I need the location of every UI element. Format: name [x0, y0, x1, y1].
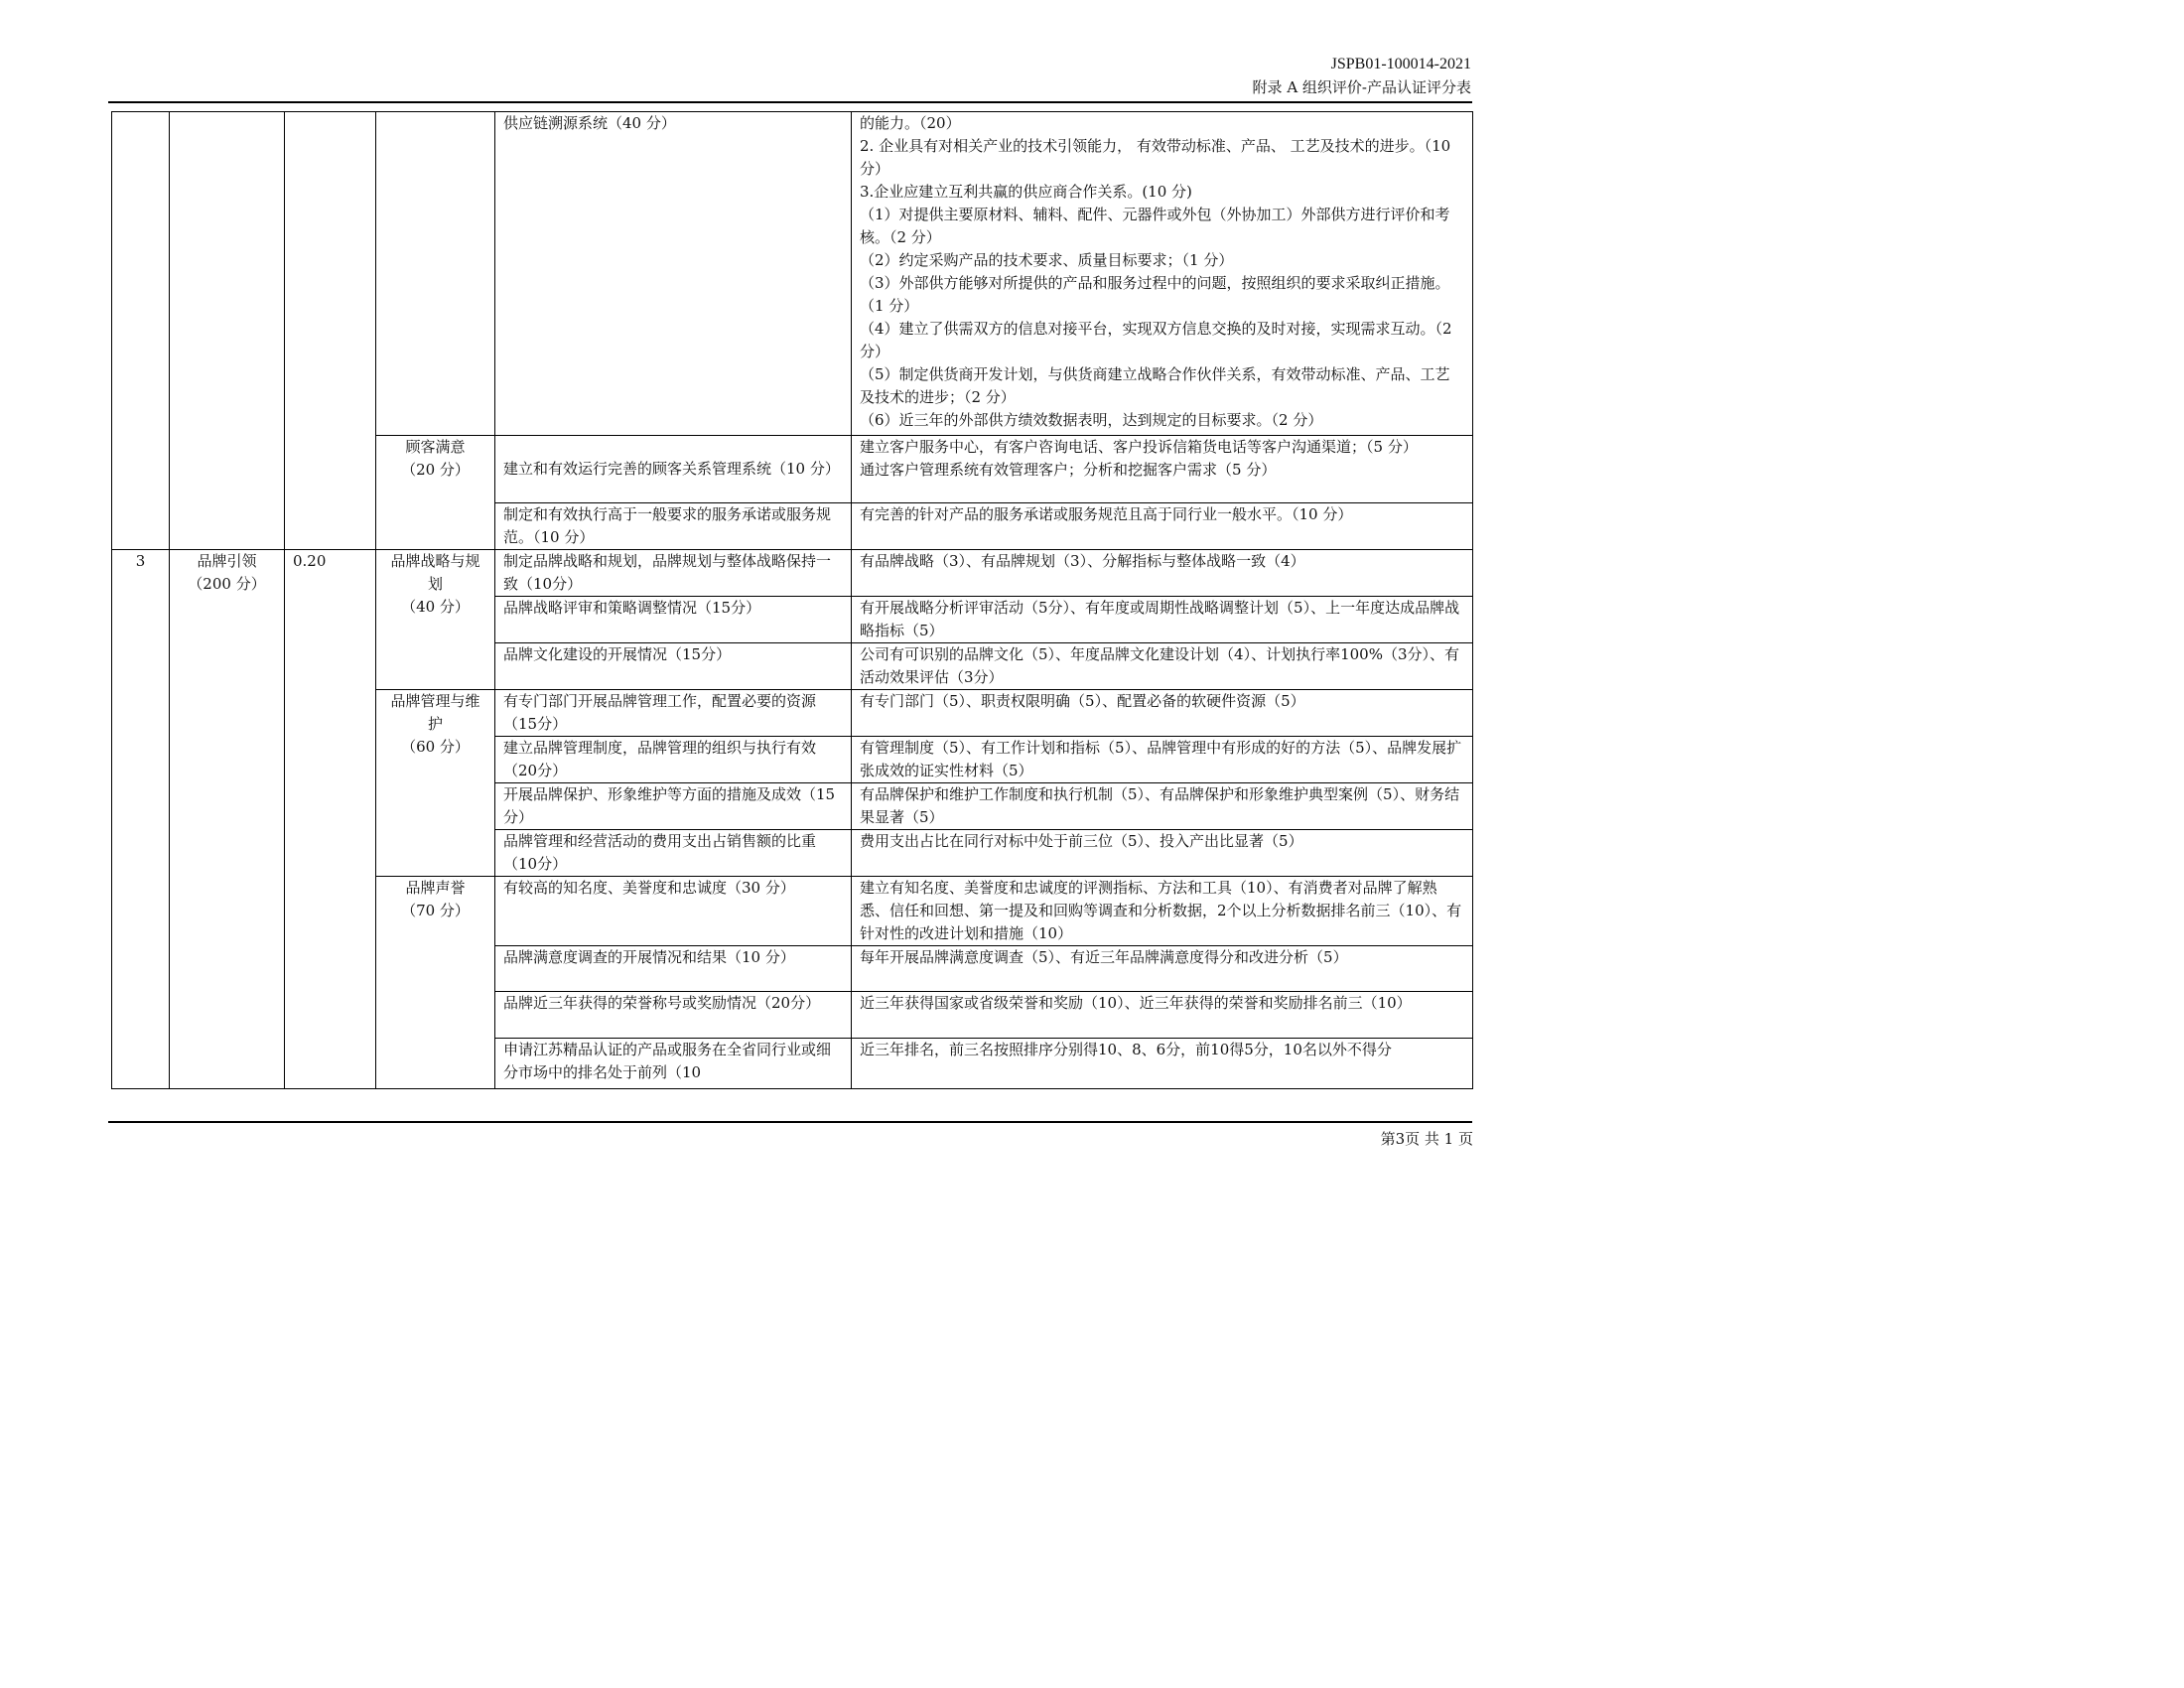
- subcategory-cell: 品牌管理与维护 （60 分）: [376, 690, 495, 877]
- table-row: [112, 112, 1473, 436]
- subcategory-cell-empty: [376, 112, 495, 436]
- item-cell: 品牌文化建设的开展情况（15分）: [495, 643, 852, 690]
- criteria-cell: 近三年排名，前三名按照排序分别得10、8、6分，前10得5分，10名以外不得分: [852, 1039, 1473, 1089]
- seq-cell: 3: [112, 550, 170, 1089]
- criteria-cell: 有品牌保护和维护工作制度和执行机制（5）、有品牌保护和形象维护典型案例（5）、财务结果显著（5）: [852, 783, 1473, 830]
- criteria-cell: 有管理制度（5）、有工作计划和指标（5）、品牌管理中有形成的好的方法（5）、品牌发展扩张成效的证实性材料（5）: [852, 737, 1473, 783]
- criteria-cell: 建立有知名度、美誉度和忠诚度的评测指标、方法和工具（10）、有消费者对品牌了解熟悉、信任和回想、第一提及和回购等调查和分析数据，2个以上分析数据排名前三（10）、有针对性的改进计划和措施（10）: [852, 877, 1473, 946]
- criteria-cell: 有开展战略分析评审活动（5分）、有年度或周期性战略调整计划（5）、上一年度达成品牌战略指标（5）: [852, 597, 1473, 643]
- weight-cell-empty: [285, 112, 376, 550]
- item-cell: 建立品牌管理制度，品牌管理的组织与执行有效（20分）: [495, 737, 852, 783]
- item-cell: 供应链溯源系统（40 分）: [495, 112, 852, 436]
- weight-cell: 0.20: [285, 550, 376, 1089]
- item-cell: 有较高的知名度、美誉度和忠诚度（30 分）: [495, 877, 852, 946]
- page-number: 第3页 共 1 页: [1380, 1130, 1473, 1148]
- criteria-cell: 公司有可识别的品牌文化（5）、年度品牌文化建设计划（4）、计划执行率100%（3分）、有活动效果评估（3分）: [852, 643, 1473, 690]
- category-cell-empty: [170, 112, 285, 550]
- item-cell: 品牌战略评审和策略调整情况（15分）: [495, 597, 852, 643]
- item-cell: 制定品牌战略和规划，品牌规划与整体战略保持一致（10分）: [495, 550, 852, 597]
- subcategory-cell: 顾客满意 （20 分）: [376, 436, 495, 550]
- subcategory-cell: 品牌声誉 （70 分）: [376, 877, 495, 1089]
- document-title: 附录 A 组织评价-产品认证评分表: [1252, 78, 1471, 96]
- criteria-cell: 的能力。（20） 2. 企业具有对相关产业的技术引领能力， 有效带动标准、产品、 工艺及技术的进步。（10 分） 3.企业应建立互利共赢的供应商合作关系。(10 分) （1）对提供主要原材料、辅料、配件、元器件或外包（外协加工）外部供方进行评价和考核。（2 分） （2）约定采购产品的技术要求、质量目标要求；（1 分） （3）外部供方能够对所提供的产品和服务过程中的问题，按照组织的要求采取纠正措施。（1 分） （4）建立了供需双方的信息对接平台，实现双方信息交换的及时对接，实现需求互动。（2 分） （5）制定供货商开发计划，与供货商建立战略合作伙伴关系，有效带动标准、产品、工艺及技术的进步；（2 分） （6）近三年的外部供方绩效数据表明，达到规定的目标要求。（2 分）: [852, 112, 1473, 436]
- subcategory-cell: 品牌战略与规划 （40 分）: [376, 550, 495, 690]
- table-row: [112, 550, 1473, 597]
- item-cell: 品牌满意度调查的开展情况和结果（10 分）: [495, 946, 852, 992]
- scoring-table: [111, 111, 1473, 1089]
- document-code: JSPB01-100014-2021: [1330, 56, 1471, 72]
- criteria-cell: 每年开展品牌满意度调查（5）、有近三年品牌满意度得分和改进分析（5）: [852, 946, 1473, 992]
- criteria-cell: 费用支出占比在同行对标中处于前三位（5）、投入产出比显著（5）: [852, 830, 1473, 877]
- item-cell: 品牌管理和经营活动的费用支出占销售额的比重（10分）: [495, 830, 852, 877]
- item-cell: 品牌近三年获得的荣誉称号或奖励情况（20分）: [495, 992, 852, 1039]
- criteria-cell: 有专门部门（5）、职责权限明确（5）、配置必备的软硬件资源（5）: [852, 690, 1473, 737]
- item-cell: 建立和有效运行完善的顾客关系管理系统（10 分）: [495, 436, 852, 503]
- item-cell: 开展品牌保护、形象维护等方面的措施及成效（15分）: [495, 783, 852, 830]
- criteria-cell: 有品牌战略（3）、有品牌规划（3）、分解指标与整体战略一致（4）: [852, 550, 1473, 597]
- category-cell: 品牌引领 （200 分）: [170, 550, 285, 1089]
- item-cell: 申请江苏精品认证的产品或服务在全省同行业或细分市场中的排名处于前列（10: [495, 1039, 852, 1089]
- item-cell: 制定和有效执行高于一般要求的服务承诺或服务规范。（10 分）: [495, 503, 852, 550]
- seq-cell-empty: [112, 112, 170, 550]
- criteria-cell: 建立客户服务中心，有客户咨询电话、客户投诉信箱货电话等客户沟通渠道；（5 分） 通过客户管理系统有效管理客户；分析和挖掘客户需求（5 分）: [852, 436, 1473, 503]
- criteria-cell: 有完善的针对产品的服务承诺或服务规范且高于同行业一般水平。（10 分）: [852, 503, 1473, 550]
- item-cell: 有专门部门开展品牌管理工作，配置必要的资源（15分）: [495, 690, 852, 737]
- header-rule: [108, 101, 1472, 103]
- criteria-cell: 近三年获得国家或省级荣誉和奖励（10）、近三年获得的荣誉和奖励排名前三（10）: [852, 992, 1473, 1039]
- footer-rule: [108, 1121, 1472, 1123]
